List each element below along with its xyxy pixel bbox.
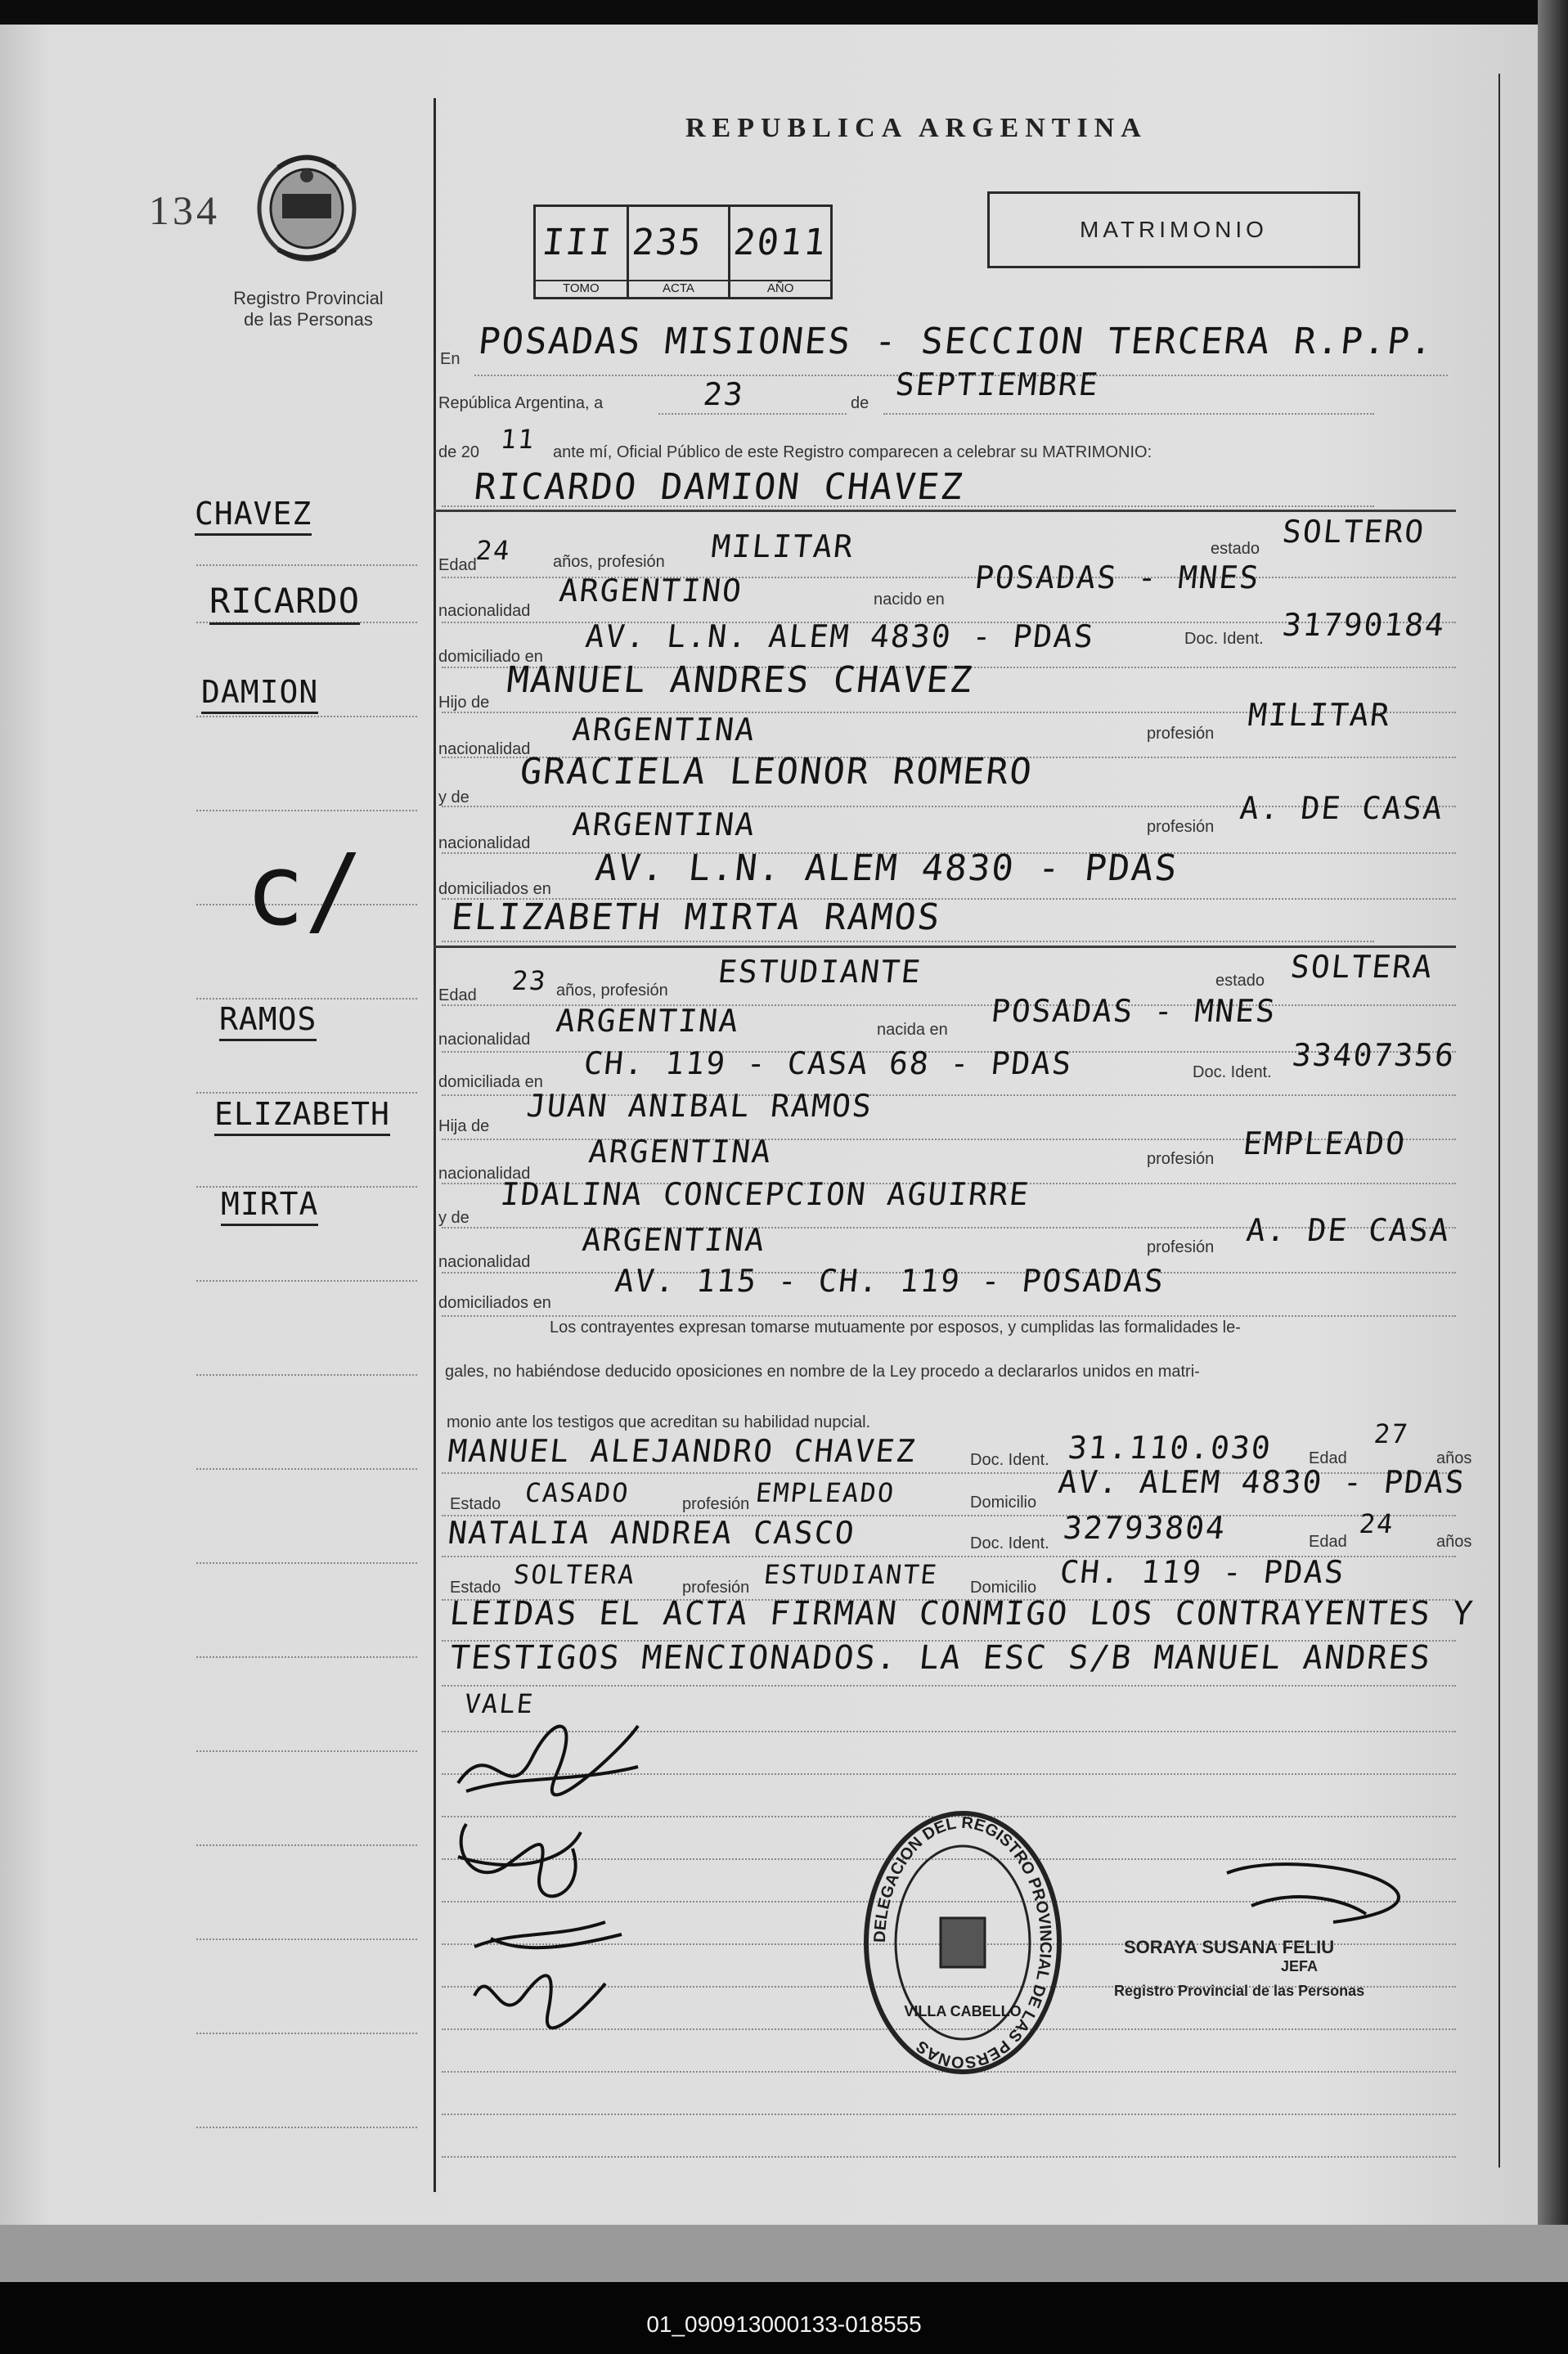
witness2-age: 24 (1358, 1508, 1396, 1539)
groom-age: 24 (474, 535, 513, 566)
bride-nacida-label: nacida en (877, 1021, 948, 1039)
signature-groom (458, 1726, 638, 1795)
groom-nationality: ARGENTINO (557, 573, 745, 609)
signature-bride (458, 1824, 581, 1896)
margin-groom-name1: RICARDO (209, 581, 360, 625)
margin-groom-surname: CHAVEZ (195, 496, 312, 536)
witness1-marital-status: CASADO (523, 1477, 631, 1508)
margin-bride-name2: MIRTA (221, 1186, 318, 1226)
seal-center-text: VILLA CABELLO (904, 2003, 1022, 2019)
declaration-line1: Los contrayentes expresan tomarse mutuamente por esposos, y cumplidas las formalidades le- (550, 1319, 1241, 1336)
groom-father-nationality: ARGENTINA (570, 712, 758, 748)
right-border (1498, 74, 1500, 2168)
witness1-estado-label: Estado (450, 1495, 501, 1513)
bride-mother-name: IDALINA CONCEPCION AGUIRRE (498, 1176, 1032, 1212)
signature-witness1 (474, 1922, 622, 1947)
witness2-marital-status: SOLTERA (512, 1559, 637, 1590)
groom-doc-number: 31790184 (1280, 607, 1448, 643)
bride-mother-nationality-label: nacionalidad (438, 1253, 531, 1271)
witness2-address: CH. 119 - PDAS (1058, 1554, 1347, 1590)
bride-parents-domiciliados-label: domiciliados en (438, 1294, 551, 1312)
act-type-box: MATRIMONIO (987, 191, 1360, 268)
bride-father-nationality-label: nacionalidad (438, 1165, 531, 1183)
witness2-domicilio-label: Domicilio (970, 1579, 1037, 1597)
bride-parents-address: AV. 115 - CH. 119 - POSADAS (613, 1263, 1167, 1299)
witness1-doc-number: 31.110.030 (1066, 1430, 1274, 1466)
bride-profesion-label: años, profesión (556, 982, 668, 1000)
groom-mother-nationality: ARGENTINA (570, 806, 758, 842)
coat-of-arms-icon (245, 143, 368, 266)
closing-line1: LEIDAS EL ACTA FIRMAN CONMIGO LOS CONTRAYENTES Y (447, 1595, 1476, 1633)
groom-marital-status: SOLTERO (1280, 514, 1427, 550)
bride-doc-label: Doc. Ident. (1193, 1063, 1272, 1081)
witness1-profession: EMPLEADO (754, 1477, 897, 1508)
bride-father-nationality: ARGENTINA (586, 1134, 775, 1170)
bride-birthplace: POSADAS - MNES (989, 993, 1278, 1029)
witness2-edad-label: Edad (1309, 1533, 1347, 1551)
groom-y-de-label: y de (438, 788, 470, 806)
acta-cell (629, 207, 731, 297)
declaration-line3: monio ante los testigos que acreditan su habilidad nupcial. (447, 1413, 871, 1431)
page-number: 134 (149, 187, 220, 233)
groom-father-name: MANUEL ANDRES CHAVEZ (505, 659, 976, 701)
en-label: En (440, 350, 461, 368)
groom-edad-label: Edad (438, 556, 477, 574)
closing-line2: TESTIGOS MENCIONADOS. LA ESC S/B MANUEL ANDRES (447, 1639, 1434, 1677)
groom-address: AV. L.N. ALEM 4830 - PDAS (583, 618, 1097, 654)
groom-father-nationality-label: nacionalidad (438, 740, 531, 758)
bride-mother-profession: A. DE CASA (1244, 1212, 1453, 1248)
margin-divider (434, 98, 436, 2192)
place-value: POSADAS MISIONES - SECCION TERCERA R.P.P. (476, 321, 1436, 362)
act-number-box (533, 204, 833, 299)
witness1-doc-label: Doc. Ident. (970, 1451, 1049, 1469)
anio-label: AÑO (730, 280, 830, 295)
bride-domiciliada-label: domiciliada en (438, 1073, 543, 1091)
scan-file-id: 01_090913000133-018555 (646, 2311, 922, 2337)
bride-full-name: ELIZABETH MIRTA RAMOS (449, 896, 943, 938)
tomo-cell (536, 207, 629, 297)
groom-mother-profession: A. DE CASA (1238, 790, 1446, 826)
bride-doc-number: 33407356 (1290, 1037, 1458, 1073)
bride-estado-label: estado (1215, 972, 1265, 990)
groom-mother-name: GRACIELA LEONOR ROMERO (518, 751, 1036, 793)
groom-hijo-label: Hijo de (438, 694, 490, 712)
book-spine (1538, 0, 1568, 2225)
anio-value: 2011 (731, 222, 829, 263)
registry-label-line2: de las Personas (244, 309, 373, 330)
groom-profession: MILITAR (709, 528, 856, 564)
groom-father-profession: MILITAR (1246, 697, 1393, 733)
witness1-domicilio-label: Domicilio (970, 1494, 1037, 1512)
margin-separator: c/ (245, 834, 364, 948)
witness2-name: NATALIA ANDREA CASCO (446, 1515, 857, 1551)
date-day: 23 (701, 376, 747, 412)
seal-ring-text: DELEGACION DEL REGISTRO PROVINCIAL DE LAS PERSONAS (870, 1813, 1055, 2072)
country-title: REPUBLICA ARGENTINA (685, 113, 1148, 143)
closing-line3: VALE (463, 1688, 537, 1719)
declaration-line2: gales, no habiéndose deducido oposiciones en nombre de la Ley procedo a declararlos unidos en matri- (445, 1363, 1200, 1381)
groom-mother-nationality-label: nacionalidad (438, 834, 531, 852)
groom-nacido-label: nacido en (874, 591, 945, 609)
bride-father-name: JUAN ANIBAL RAMOS (524, 1088, 875, 1124)
official-stamp-name: SORAYA SUSANA FELIU (1124, 1937, 1335, 1957)
registry-seal-icon (860, 1808, 1065, 2078)
groom-parents-domiciliados-label: domiciliados en (438, 880, 551, 898)
groom-profesion-label: años, profesión (553, 553, 665, 571)
de-year-label: de 20 (438, 443, 480, 461)
groom-estado-label: estado (1211, 540, 1260, 558)
bride-father-profesion-label: profesión (1147, 1150, 1215, 1168)
bride-age: 23 (510, 965, 549, 996)
groom-domiciliado-label: domiciliado en (438, 648, 543, 666)
tomo-label: TOMO (536, 280, 627, 295)
anio-cell (730, 207, 830, 297)
official-stamp-title: JEFA (1281, 1958, 1319, 1974)
groom-nacionalidad-label: nacionalidad (438, 602, 531, 620)
bride-address: CH. 119 - CASA 68 - PDAS (582, 1045, 1075, 1081)
witness1-anos-label: años (1436, 1449, 1472, 1467)
groom-father-profesion-label: profesión (1147, 725, 1215, 743)
bride-edad-label: Edad (438, 986, 477, 1004)
acta-value: 235 (629, 222, 704, 263)
signatures-group (442, 1701, 671, 2045)
bride-nationality: ARGENTINA (554, 1003, 742, 1039)
bride-nacionalidad-label: nacionalidad (438, 1031, 531, 1049)
witness1-address: AV. ALEM 4830 - PDAS (1056, 1464, 1467, 1500)
registry-label-line1: Registro Provincial (233, 288, 384, 308)
witness2-doc-number: 32793804 (1061, 1510, 1229, 1546)
bride-y-de-label: y de (438, 1209, 470, 1227)
groom-doc-label: Doc. Ident. (1184, 630, 1264, 648)
bride-mother-nationality: ARGENTINA (580, 1222, 768, 1258)
bride-profession: ESTUDIANTE (716, 954, 924, 990)
witness1-age: 27 (1373, 1418, 1411, 1449)
signature-witness2 (474, 1975, 605, 2028)
page-bottom-edge (0, 2225, 1568, 2282)
bride-mother-profesion-label: profesión (1147, 1238, 1215, 1256)
bride-hija-label: Hija de (438, 1117, 490, 1135)
republica-label: República Argentina, a (438, 394, 604, 412)
registry-label (222, 288, 394, 330)
margin-bride-surname: RAMOS (219, 1001, 317, 1041)
bride-marital-status: SOLTERA (1288, 949, 1435, 985)
year-suffix: 11 (499, 424, 537, 455)
witness1-profesion-label: profesión (682, 1495, 750, 1513)
bride-father-profession: EMPLEADO (1241, 1125, 1409, 1161)
witness2-profession: ESTUDIANTE (762, 1559, 940, 1590)
de-label: de (851, 394, 869, 412)
witness2-doc-label: Doc. Ident. (970, 1534, 1049, 1552)
witness1-name: MANUEL ALEJANDRO CHAVEZ (446, 1433, 919, 1469)
tomo-value: III (540, 222, 615, 263)
groom-mother-profesion-label: profesión (1147, 818, 1215, 836)
witness2-anos-label: años (1436, 1533, 1472, 1551)
groom-birthplace: POSADAS - MNES (973, 559, 1262, 595)
acta-label: ACTA (629, 280, 729, 295)
official-stamp-office: Registro Provincial de las Personas (1114, 1983, 1365, 1999)
ante-mi-text: ante mí, Oficial Público de este Registro comparecen a celebrar su MATRIMONIO: (553, 443, 1152, 461)
margin-groom-name2: DAMION (201, 674, 318, 714)
groom-full-name: RICARDO DAMION CHAVEZ (472, 466, 966, 508)
witness2-estado-label: Estado (450, 1579, 501, 1597)
witness2-profesion-label: profesión (682, 1579, 750, 1597)
margin-bride-name1: ELIZABETH (214, 1096, 390, 1136)
witness1-edad-label: Edad (1309, 1449, 1347, 1467)
date-month: SEPTIEMBRE (893, 366, 1102, 402)
groom-parents-address: AV. L.N. ALEM 4830 - PDAS (593, 847, 1180, 889)
